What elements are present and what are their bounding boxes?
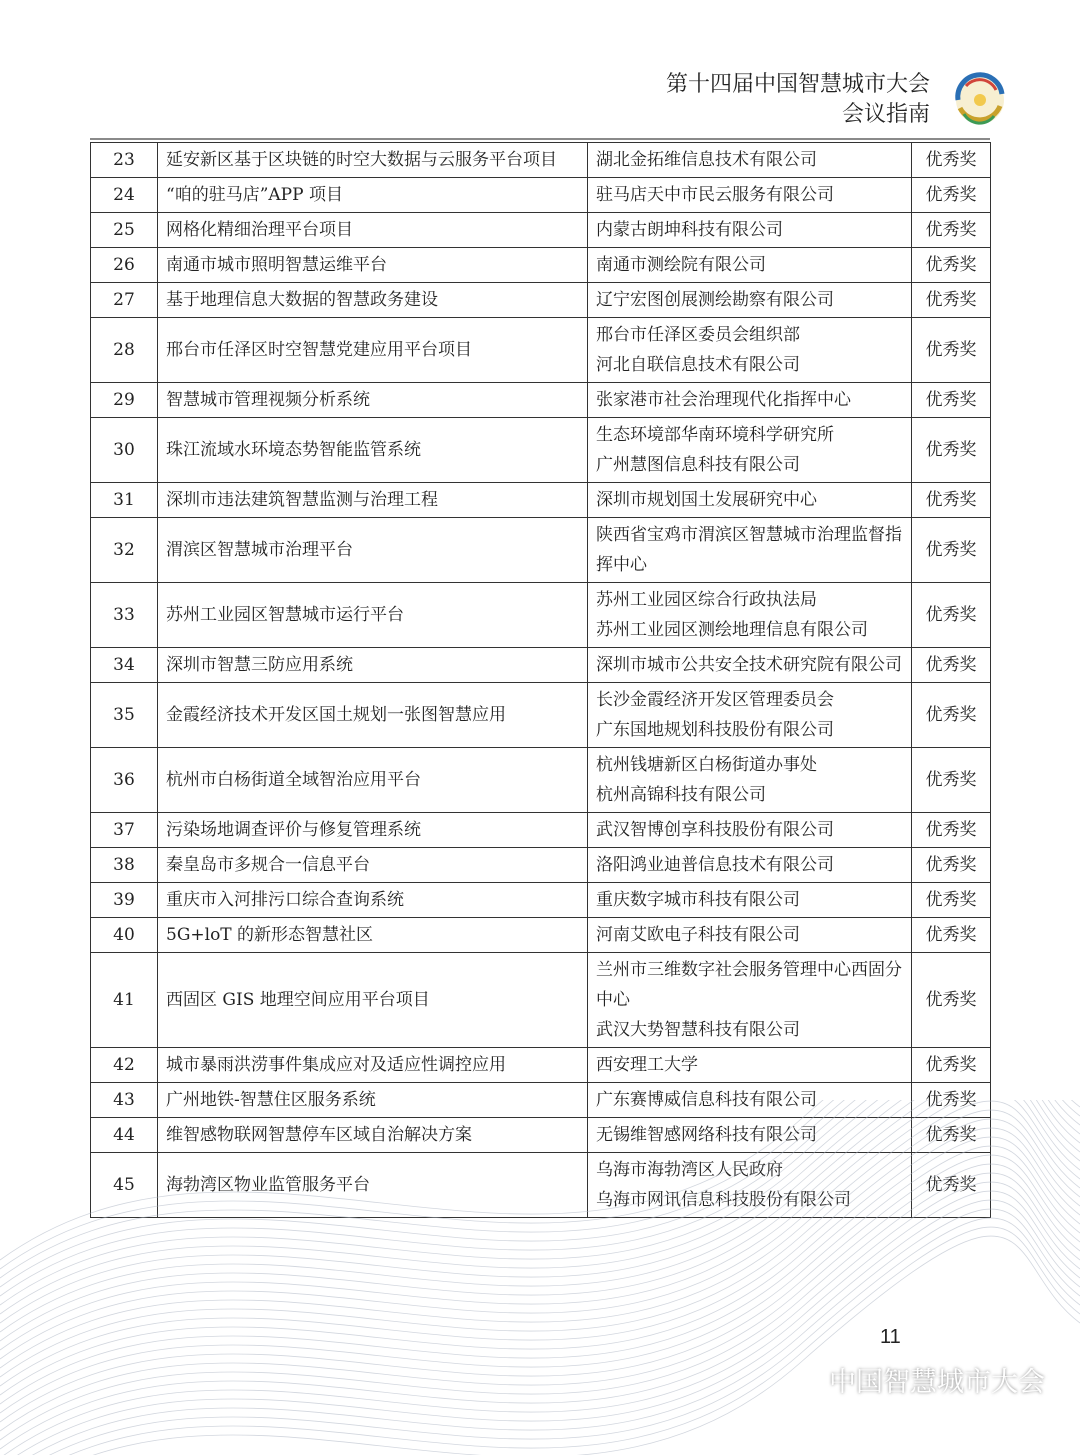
row-number: 34 bbox=[91, 648, 158, 683]
organization-name: 驻马店天中市民云服务有限公司 bbox=[596, 185, 834, 205]
organization-cell bbox=[588, 143, 912, 178]
award-level: 优秀奖 bbox=[912, 318, 991, 383]
award-level: 优秀奖 bbox=[912, 848, 991, 883]
wave-line bbox=[0, 1100, 1080, 1296]
project-name: “咱的驻马店”APP 项目 bbox=[158, 178, 588, 213]
table-row bbox=[91, 648, 991, 683]
organization-cell bbox=[588, 518, 912, 583]
project-name: 维智感物联网智慧停车区域自治解决方案 bbox=[158, 1118, 588, 1153]
table-row bbox=[91, 518, 991, 583]
wave-line bbox=[0, 1100, 1080, 1359]
organization-name: 深圳市规划国土发展研究中心 bbox=[596, 490, 817, 510]
project-name: 重庆市入河排污口综合查询系统 bbox=[158, 883, 588, 918]
organization-cell bbox=[588, 213, 912, 248]
award-level: 优秀奖 bbox=[912, 143, 991, 178]
award-level: 优秀奖 bbox=[912, 483, 991, 518]
awards-table bbox=[90, 142, 991, 1218]
row-number: 24 bbox=[91, 178, 158, 213]
wave-line bbox=[0, 1119, 1080, 1386]
project-name: 深圳市智慧三防应用系统 bbox=[158, 648, 588, 683]
header-title bbox=[666, 70, 930, 130]
organization-name: 乌海市海勃湾区人民政府 bbox=[596, 1160, 783, 1180]
row-number: 45 bbox=[91, 1153, 158, 1218]
row-number: 30 bbox=[91, 418, 158, 483]
organization-name: 武汉大势智慧科技有限公司 bbox=[596, 1020, 800, 1040]
organization-name: 张家港市社会治理现代化指挥中心 bbox=[596, 390, 851, 410]
wave-line bbox=[0, 1218, 1080, 1455]
wave-line bbox=[0, 1110, 1080, 1377]
organization-name: 兰州市三维数字社会服务管理中心西固分中心 bbox=[596, 960, 902, 1010]
organization-name: 苏州工业园区测绘地理信息有限公司 bbox=[596, 620, 868, 640]
project-name: 苏州工业园区智慧城市运行平台 bbox=[158, 583, 588, 648]
watermark bbox=[791, 1360, 1045, 1399]
table-row bbox=[91, 583, 991, 648]
wave-line bbox=[0, 1101, 1080, 1368]
organization-name: 广州慧图信息科技有限公司 bbox=[596, 455, 800, 475]
table-row bbox=[91, 383, 991, 418]
organization-cell bbox=[588, 248, 912, 283]
award-level: 优秀奖 bbox=[912, 1048, 991, 1083]
project-name: 智慧城市管理视频分析系统 bbox=[158, 383, 588, 418]
table-row bbox=[91, 418, 991, 483]
row-number: 41 bbox=[91, 953, 158, 1048]
decorative-wave-lines-icon bbox=[0, 1100, 1080, 1455]
table-row bbox=[91, 748, 991, 813]
award-level: 优秀奖 bbox=[912, 748, 991, 813]
award-level: 优秀奖 bbox=[912, 1153, 991, 1218]
award-level: 优秀奖 bbox=[912, 1118, 991, 1153]
row-number: 39 bbox=[91, 883, 158, 918]
organization-name: 河南艾欧电子科技有限公司 bbox=[596, 925, 800, 945]
project-name: 5G+loT 的新形态智慧社区 bbox=[158, 918, 588, 953]
project-name: 杭州市白杨街道全域智治应用平台 bbox=[158, 748, 588, 813]
organization-name: 杭州钱塘新区白杨街道办事处 bbox=[596, 755, 817, 775]
organization-name: 广东赛博威信息科技有限公司 bbox=[596, 1090, 817, 1110]
project-name: 珠江流域水环境态势智能监管系统 bbox=[158, 418, 588, 483]
organization-name: 洛阳鸿业迪普信息技术有限公司 bbox=[596, 855, 834, 875]
project-name: 网格化精细治理平台项目 bbox=[158, 213, 588, 248]
award-level: 优秀奖 bbox=[912, 953, 991, 1048]
organization-cell bbox=[588, 583, 912, 648]
row-number: 44 bbox=[91, 1118, 158, 1153]
project-name: 邢台市任泽区时空智慧党建应用平台项目 bbox=[158, 318, 588, 383]
award-level: 优秀奖 bbox=[912, 518, 991, 583]
project-name: 深圳市违法建筑智慧监测与治理工程 bbox=[158, 483, 588, 518]
organization-cell bbox=[588, 748, 912, 813]
row-number: 23 bbox=[91, 143, 158, 178]
award-level: 优秀奖 bbox=[912, 248, 991, 283]
wave-line bbox=[0, 1173, 1080, 1440]
organization-cell bbox=[588, 383, 912, 418]
row-number: 25 bbox=[91, 213, 158, 248]
wave-line bbox=[0, 1209, 1080, 1455]
project-name: 城市暴雨洪涝事件集成应对及适应性调控应用 bbox=[158, 1048, 588, 1083]
project-name: 延安新区基于区块链的时空大数据与云服务平台项目 bbox=[158, 143, 588, 178]
award-level: 优秀奖 bbox=[912, 648, 991, 683]
table-row bbox=[91, 883, 991, 918]
wave-line bbox=[0, 1100, 1080, 1332]
organization-cell bbox=[588, 318, 912, 383]
wave-line bbox=[0, 1100, 1080, 1350]
organization-cell bbox=[588, 178, 912, 213]
row-number: 27 bbox=[91, 283, 158, 318]
wechat-icon bbox=[791, 1367, 821, 1393]
award-level: 优秀奖 bbox=[912, 418, 991, 483]
organization-cell bbox=[588, 918, 912, 953]
watermark-text: 中国智慧城市大会 bbox=[829, 1367, 1045, 1398]
table-row bbox=[91, 683, 991, 748]
row-number: 35 bbox=[91, 683, 158, 748]
award-level: 优秀奖 bbox=[912, 918, 991, 953]
row-number: 32 bbox=[91, 518, 158, 583]
wave-line bbox=[0, 1100, 1080, 1305]
organization-cell bbox=[588, 648, 912, 683]
conference-title: 第十四届中国智慧城市大会 bbox=[665, 72, 930, 97]
organization-name: 内蒙古朗坤科技有限公司 bbox=[596, 220, 783, 240]
organization-cell bbox=[588, 953, 912, 1048]
organization-name: 乌海市网讯信息科技股份有限公司 bbox=[596, 1190, 851, 1210]
organization-name: 武汉智博创享科技股份有限公司 bbox=[596, 820, 834, 840]
award-level: 优秀奖 bbox=[912, 213, 991, 248]
table-row bbox=[91, 213, 991, 248]
organization-name: 生态环境部华南环境科学研究所 bbox=[596, 425, 834, 445]
project-name: 秦皇岛市多规合一信息平台 bbox=[158, 848, 588, 883]
project-name: 南通市城市照明智慧运维平台 bbox=[158, 248, 588, 283]
guide-title: 会议指南 bbox=[841, 102, 930, 127]
organization-cell bbox=[588, 848, 912, 883]
organization-name: 湖北金拓维信息技术有限公司 bbox=[596, 150, 817, 170]
project-name: 广州地铁-智慧住区服务系统 bbox=[158, 1083, 588, 1118]
table-row bbox=[91, 1048, 991, 1083]
award-level: 优秀奖 bbox=[912, 813, 991, 848]
wave-line bbox=[0, 1100, 1080, 1269]
conference-logo-icon bbox=[950, 70, 1010, 130]
table-row bbox=[91, 483, 991, 518]
organization-name: 陕西省宝鸡市渭滨区智慧城市治理监督指挥中心 bbox=[596, 525, 902, 575]
row-number: 36 bbox=[91, 748, 158, 813]
wave-line bbox=[0, 1100, 1080, 1278]
row-number: 38 bbox=[91, 848, 158, 883]
table-row bbox=[91, 918, 991, 953]
organization-cell bbox=[588, 283, 912, 318]
project-name: 海勃湾区物业监管服务平台 bbox=[158, 1153, 588, 1218]
organization-cell bbox=[588, 483, 912, 518]
table-row bbox=[91, 248, 991, 283]
award-level: 优秀奖 bbox=[912, 383, 991, 418]
wave-line bbox=[0, 1200, 1080, 1455]
row-number: 28 bbox=[91, 318, 158, 383]
row-number: 37 bbox=[91, 813, 158, 848]
table-row bbox=[91, 178, 991, 213]
wave-line bbox=[0, 1182, 1080, 1449]
organization-name: 南通市测绘院有限公司 bbox=[596, 255, 766, 275]
organization-name: 长沙金霞经济开发区管理委员会 bbox=[596, 690, 834, 710]
organization-name: 辽宁宏图创展测绘勘察有限公司 bbox=[596, 290, 834, 310]
organization-cell bbox=[588, 883, 912, 918]
organization-name: 广东国地规划科技股份有限公司 bbox=[596, 720, 834, 740]
organization-name: 深圳市城市公共安全技术研究院有限公司 bbox=[596, 655, 902, 675]
award-level: 优秀奖 bbox=[912, 283, 991, 318]
table-row bbox=[91, 848, 991, 883]
organization-name: 西安理工大学 bbox=[596, 1055, 698, 1075]
award-level: 优秀奖 bbox=[912, 583, 991, 648]
wave-line bbox=[0, 1100, 1080, 1314]
row-number: 29 bbox=[91, 383, 158, 418]
table-row bbox=[91, 143, 991, 178]
award-level: 优秀奖 bbox=[912, 883, 991, 918]
header-divider bbox=[90, 138, 990, 140]
table-row bbox=[91, 953, 991, 1048]
award-level: 优秀奖 bbox=[912, 683, 991, 748]
award-level: 优秀奖 bbox=[912, 1083, 991, 1118]
row-number: 42 bbox=[91, 1048, 158, 1083]
row-number: 33 bbox=[91, 583, 158, 648]
project-name: 污染场地调查评价与修复管理系统 bbox=[158, 813, 588, 848]
organization-name: 苏州工业园区综合行政执法局 bbox=[596, 590, 817, 610]
row-number: 40 bbox=[91, 918, 158, 953]
project-name: 西固区 GIS 地理空间应用平台项目 bbox=[158, 953, 588, 1048]
wave-line bbox=[0, 1128, 1080, 1395]
table-row bbox=[91, 318, 991, 383]
project-name: 渭滨区智慧城市治理平台 bbox=[158, 518, 588, 583]
organization-name: 河北自联信息技术有限公司 bbox=[596, 355, 800, 375]
organization-cell bbox=[588, 683, 912, 748]
project-name: 金霞经济技术开发区国土规划一张图智慧应用 bbox=[158, 683, 588, 748]
row-number: 43 bbox=[91, 1083, 158, 1118]
organization-cell bbox=[588, 1048, 912, 1083]
organization-name: 杭州高锦科技有限公司 bbox=[596, 785, 766, 805]
organization-cell bbox=[588, 813, 912, 848]
row-number: 31 bbox=[91, 483, 158, 518]
wave-line bbox=[0, 1191, 1080, 1455]
organization-cell bbox=[588, 418, 912, 483]
table-row bbox=[91, 813, 991, 848]
table-row bbox=[91, 283, 991, 318]
organization-name: 重庆数字城市科技有限公司 bbox=[596, 890, 800, 910]
organization-name: 邢台市任泽区委员会组织部 bbox=[596, 325, 800, 345]
award-level: 优秀奖 bbox=[912, 178, 991, 213]
row-number: 26 bbox=[91, 248, 158, 283]
project-name: 基于地理信息大数据的智慧政务建设 bbox=[158, 283, 588, 318]
page-number: 11 bbox=[880, 1326, 901, 1348]
organization-name: 无锡维智感网络科技有限公司 bbox=[596, 1125, 817, 1145]
